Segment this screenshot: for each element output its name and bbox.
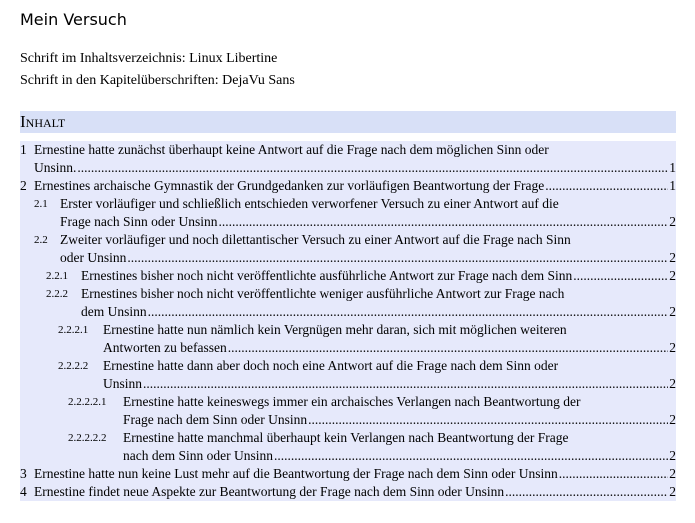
- toc-entry-title: Ernestine findet neue Aspekte zur Beantwortung der Frage nach dem Sinn oder Unsinn: [34, 484, 505, 499]
- toc-entry[interactable]: [20, 483, 676, 501]
- toc-entry-title: Ernestine hatte dann aber doch noch eine Antwort auf die Frage nach dem Sinn oder: [103, 358, 559, 373]
- toc-entry[interactable]: [20, 231, 676, 267]
- toc-entry-page: 1: [669, 160, 676, 175]
- toc-entry-title-end: Unsinn.: [34, 160, 77, 175]
- page-title: Mein Versuch: [20, 10, 127, 29]
- toc-entry-page: 2: [669, 268, 676, 283]
- toc-entry-page: 2: [669, 484, 676, 499]
- toc-entry[interactable]: [20, 357, 676, 393]
- toc-entry-page: 2: [669, 214, 676, 229]
- toc-entry-page: 2: [669, 466, 676, 481]
- toc-entry-title-end: dem Unsinn: [81, 304, 147, 319]
- toc-entry-title-end: oder Unsinn: [60, 250, 127, 265]
- toc-entry-number: 2: [20, 178, 27, 193]
- toc-entry-number: 2.2.2.2.2: [68, 432, 107, 444]
- toc-entry-page: 2: [669, 304, 676, 319]
- toc-entry-page: 1: [669, 178, 676, 193]
- toc-entry[interactable]: [20, 465, 676, 483]
- toc-entry-number: 4: [20, 484, 27, 499]
- toc-entry-title-end: Antworten zu befassen: [103, 340, 227, 355]
- toc-entry-number: 2.2.2: [46, 288, 68, 300]
- toc-entry-title: Ernestine hatte manchmal überhaupt kein Verlangen nach Beantwortung der Frage: [123, 430, 569, 445]
- toc-entry-title-end: Frage nach dem Sinn oder Unsinn: [123, 412, 308, 427]
- toc-entry[interactable]: [20, 321, 676, 357]
- toc-entry-page: 2: [669, 412, 676, 427]
- toc-entry-page: 2: [669, 376, 676, 391]
- toc-font-note: Schrift im Inhaltsverzeichnis: Linux Libertine: [20, 51, 278, 66]
- toc-heading: Inhalt: [20, 111, 676, 133]
- toc-entry-title: Ernestine hatte keineswegs immer ein archaisches Verlangen nach Beantwortung der: [123, 394, 581, 409]
- toc-entry-page: 2: [669, 340, 676, 355]
- toc-entry-title: Ernestine hatte zunächst überhaupt keine Antwort auf die Frage nach dem möglichen Sinn oder: [34, 142, 549, 157]
- toc-entry[interactable]: [20, 429, 676, 465]
- toc-entry-title: Ernestines bisher noch nicht veröffentlichte weniger ausführliche Antwort zur Frage nach: [81, 286, 565, 301]
- toc-entry[interactable]: [20, 195, 676, 231]
- toc-entry[interactable]: [20, 285, 676, 321]
- chapter-font-note: Schrift in den Kapitelüberschriften: DejaVu Sans: [20, 73, 295, 88]
- toc-entry-title: Zweiter vorläufiger und noch dilettantischer Versuch zu einer Antwort auf die Frage nach Sinn: [60, 232, 571, 247]
- toc-entry-title: Erster vorläufiger und schließlich entschieden verworfener Versuch zu einer Antwort auf die: [60, 196, 559, 211]
- toc-entry-number: 3: [20, 466, 27, 481]
- toc-entry-page: 2: [669, 448, 676, 463]
- toc-entry-number: 2.1: [34, 198, 48, 210]
- toc-entry-title: Ernestine hatte nun keine Lust mehr auf die Beantwortung der Frage nach dem Sinn oder Unsinn: [34, 466, 558, 481]
- table-of-contents: [20, 141, 676, 501]
- toc-entry-title-end: nach dem Sinn oder Unsinn: [123, 448, 273, 463]
- toc-entry[interactable]: [20, 393, 676, 429]
- toc-entry-title-end: Unsinn: [103, 376, 143, 391]
- toc-entry-number: 1: [20, 142, 27, 157]
- toc-entry-number: 2.2.1: [46, 270, 68, 282]
- toc-entry-number: 2.2: [34, 234, 48, 246]
- toc-entry-title-end: Frage nach Sinn oder Unsinn: [60, 214, 218, 229]
- toc-entry-title: Ernestines archaische Gymnastik der Grundgedanken zur vorläufigen Beantwortung der Frage: [34, 178, 545, 193]
- toc-entry-number: 2.2.2.2: [58, 360, 89, 372]
- toc-entry-number: 2.2.2.2.1: [68, 396, 107, 408]
- toc-entry-page: 2: [669, 250, 676, 265]
- toc-entry-number: 2.2.2.1: [58, 324, 89, 336]
- toc-entry-title: Ernestines bisher noch nicht veröffentlichte ausführliche Antwort zur Frage nach dem Sinn: [81, 268, 573, 283]
- toc-entry-title: Ernestine hatte nun nämlich kein Vergnügen mehr daran, sich mit möglichen weiteren: [103, 322, 567, 337]
- toc-entry[interactable]: [20, 141, 676, 177]
- toc-entry[interactable]: [20, 267, 676, 285]
- toc-entry[interactable]: [20, 177, 676, 195]
